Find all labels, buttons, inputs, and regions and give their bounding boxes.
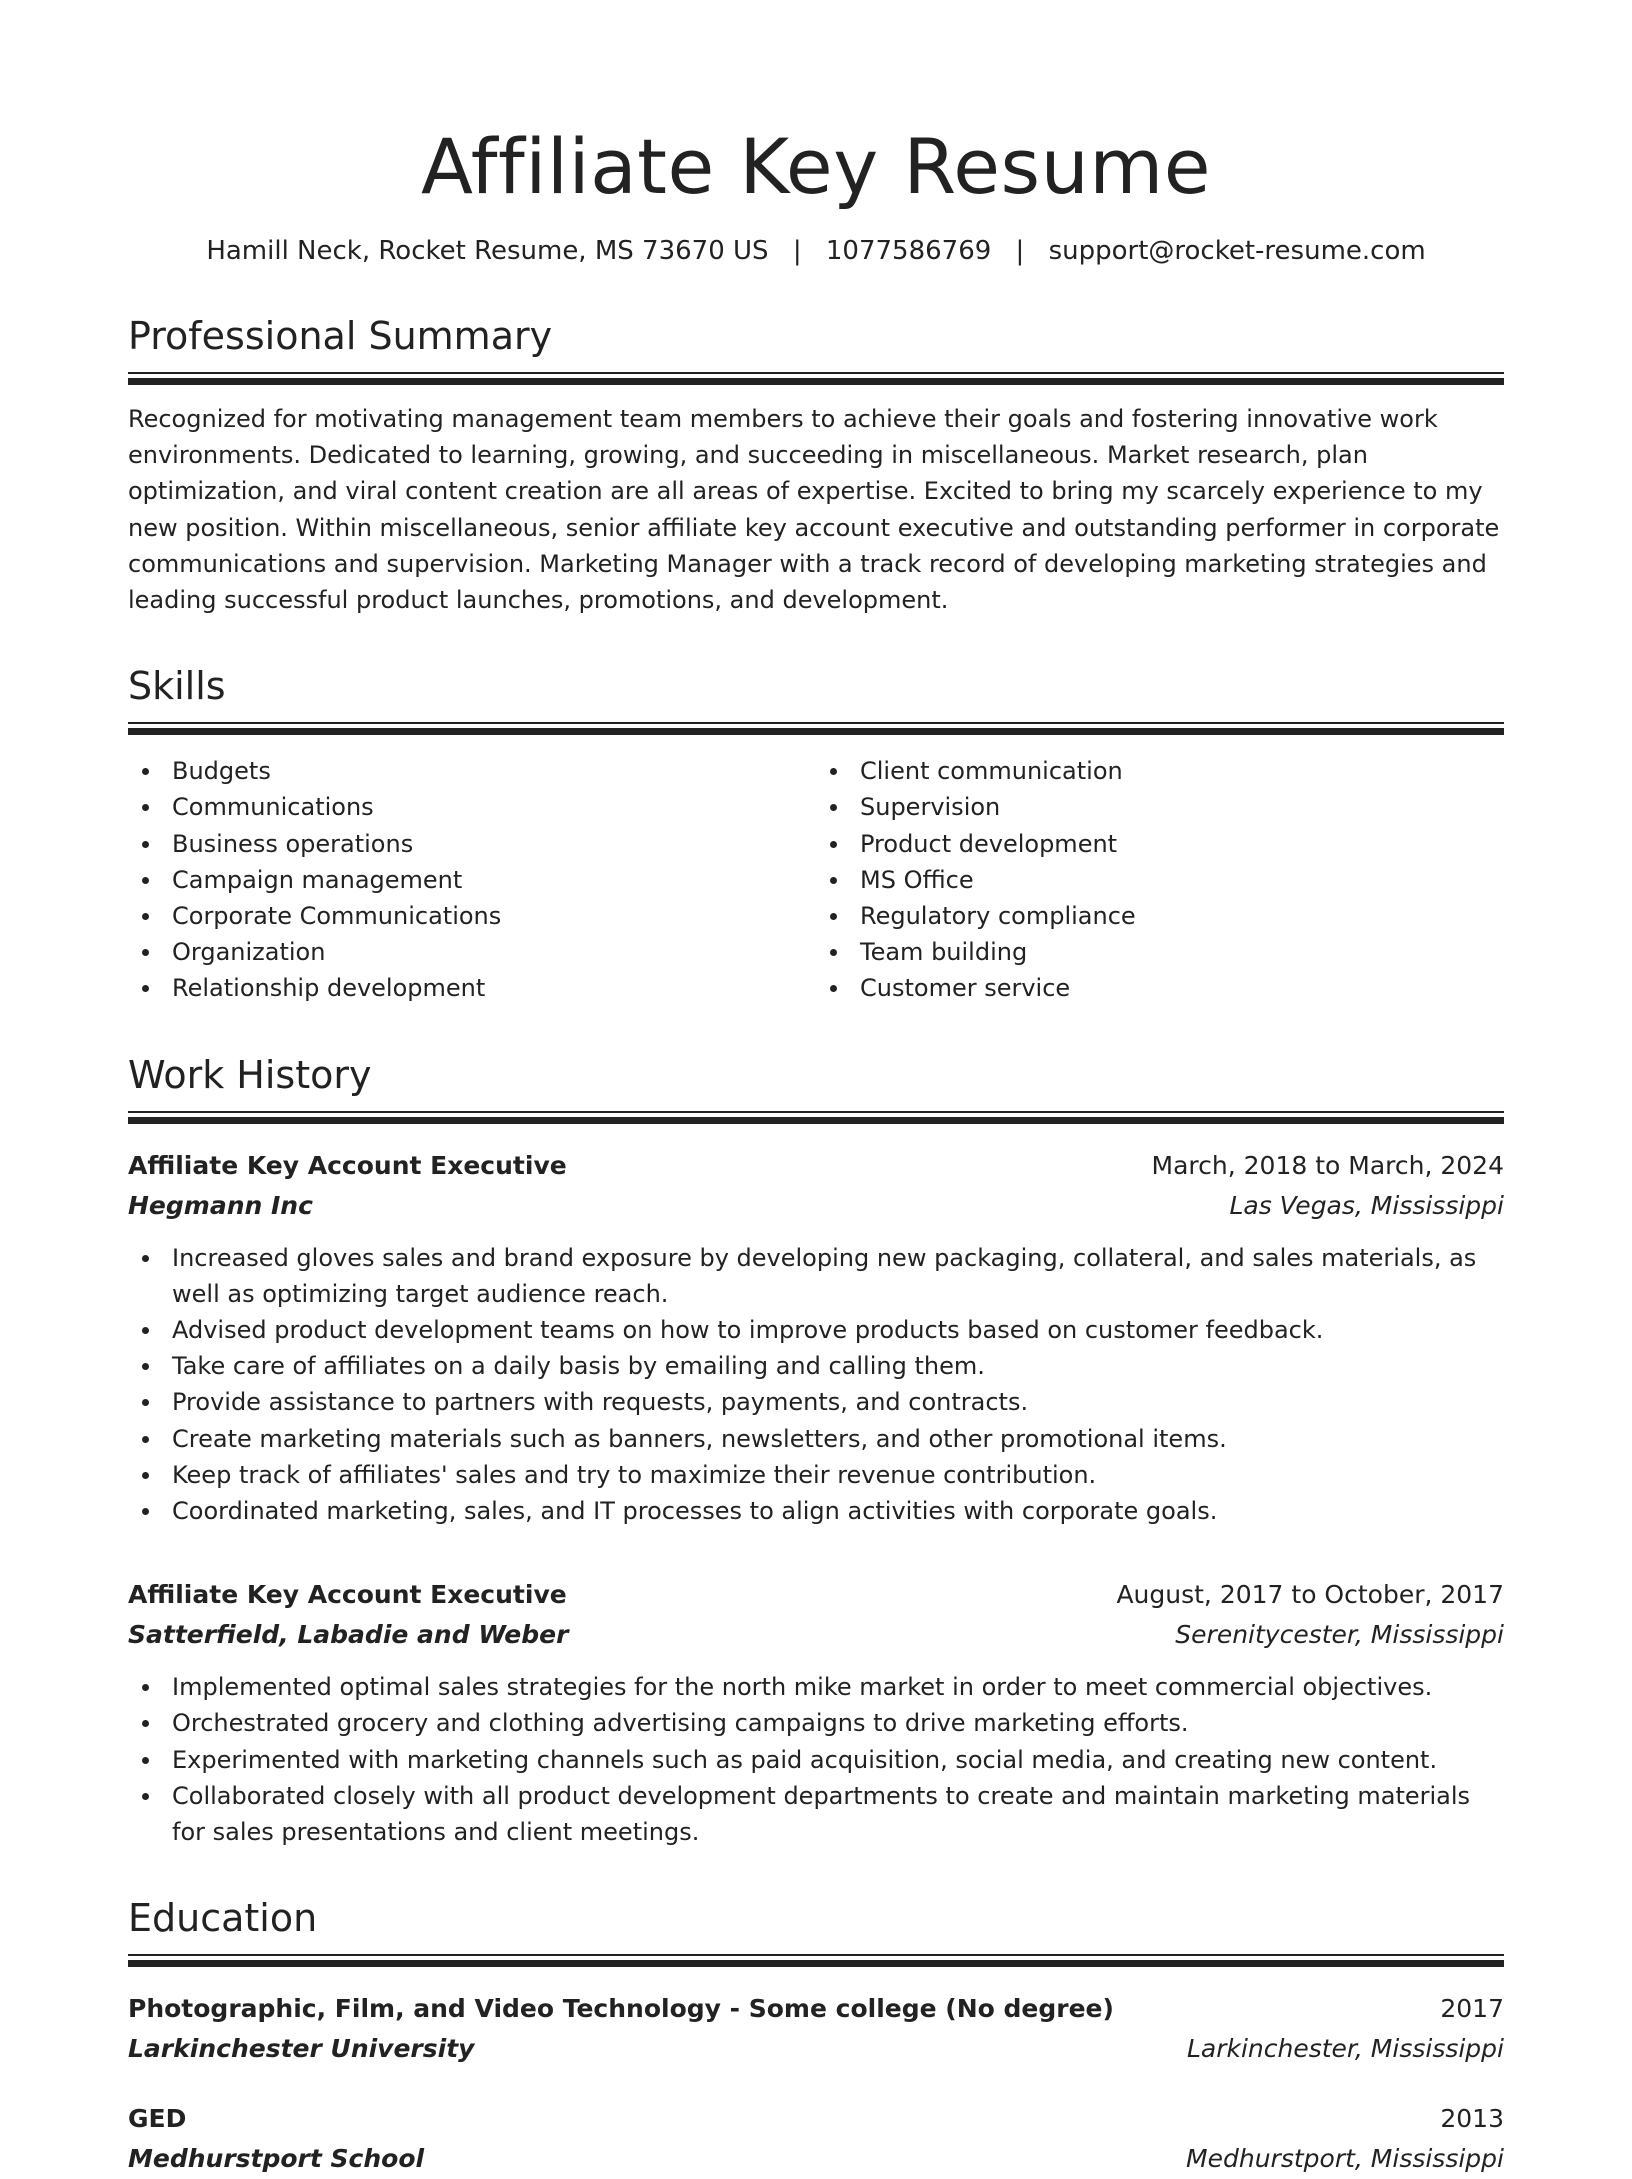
skill-item: Product development <box>816 826 1504 862</box>
education-section <box>128 1896 1504 2179</box>
resume-name: Affiliate Key Resume <box>420 122 1212 211</box>
job-bullet: Collaborated closely with all product development departments to create and maintain marketing materials for sales presentations and client meetings. <box>128 1778 1504 1850</box>
job-title: Affiliate Key Account Executive <box>128 1150 567 1180</box>
skills-columns <box>128 753 1504 1006</box>
skill-item: Communications <box>128 789 816 825</box>
job-title: Affiliate Key Account Executive <box>128 1580 567 1610</box>
job-header-row <box>128 1146 1504 1186</box>
education-header-row <box>128 1989 1504 2029</box>
job-bullet: Take care of affiliates on a daily basis by emailing and calling them. <box>128 1348 1504 1384</box>
skill-item: Budgets <box>128 753 816 789</box>
skills-list-left <box>128 753 816 1006</box>
section-title-skills: Skills <box>128 664 226 709</box>
skills-section <box>128 664 1504 1006</box>
section-divider <box>128 1111 1504 1124</box>
education-entry <box>128 1989 1504 2069</box>
education-school: Larkinchester University <box>128 2034 475 2064</box>
education-school-row <box>128 2139 1504 2179</box>
job-bullet: Keep track of affiliates' sales and try to maximize their revenue contribution. <box>128 1457 1504 1493</box>
job-dates: August, 2017 to October, 2017 <box>1116 1580 1504 1610</box>
work-history-section <box>128 1053 1504 1851</box>
section-divider <box>128 372 1504 385</box>
skill-item: Relationship development <box>128 970 816 1006</box>
education-degree: Photographic, Film, and Video Technology - Some college (No degree) <box>128 1994 1114 2024</box>
job-bullet: Orchestrated grocery and clothing advertising campaigns to drive marketing efforts. <box>128 1705 1504 1741</box>
skill-item: MS Office <box>816 862 1504 898</box>
skill-item: Customer service <box>816 970 1504 1006</box>
skill-item: Business operations <box>128 826 816 862</box>
section-divider <box>128 1954 1504 1967</box>
section-title-summary: Professional Summary <box>128 314 553 358</box>
job-company-row <box>128 1186 1504 1226</box>
job-bullet: Increased gloves sales and brand exposure by developing new packaging, collateral, and sales materials, as well as optimizing target audience reach. <box>128 1240 1504 1312</box>
education-location: Medhurstport, Mississippi <box>1186 2144 1504 2174</box>
section-divider <box>128 722 1504 735</box>
education-school-row <box>128 2029 1504 2069</box>
job-bullet: Implemented optimal sales strategies for the north mike market in order to meet commercial objectives. <box>128 1669 1504 1705</box>
skill-item: Organization <box>128 934 816 970</box>
skill-item: Corporate Communications <box>128 898 816 934</box>
job-bullets <box>128 1669 1504 1850</box>
job-company-row <box>128 1615 1504 1655</box>
job-bullet: Coordinated marketing, sales, and IT processes to align activities with corporate goals. <box>128 1493 1504 1529</box>
skill-item: Team building <box>816 934 1504 970</box>
job-header-row <box>128 1575 1504 1615</box>
job-bullet: Create marketing materials such as banners, newsletters, and other promotional items. <box>128 1421 1504 1457</box>
skill-item: Client communication <box>816 753 1504 789</box>
skills-list-right <box>816 753 1504 1006</box>
summary-text: Recognized for motivating management team members to achieve their goals and fostering innovative work environments. Dedicated to learning, growing, and succeeding in miscellaneous. Market research, plan optimization, and viral content creation are all areas of expertise. Excited to bring my scarcely experience to my new position. Within miscellaneous, senior affiliate key account executive and outstanding performer in corporate communications and supervision. Marketing Manager with a track record of developing marketing strategies and leading successful product launches, promotions, and development. <box>128 405 1500 615</box>
education-year: 2017 <box>1440 1994 1504 2024</box>
job-bullet: Advised product development teams on how to improve products based on customer feedback. <box>128 1312 1504 1348</box>
summary-section <box>128 314 1504 618</box>
job-bullets <box>128 1240 1504 1530</box>
section-title-work-history: Work History <box>128 1052 372 1097</box>
skill-item: Supervision <box>816 789 1504 825</box>
education-location: Larkinchester, Mississippi <box>1186 2034 1504 2064</box>
education-year: 2013 <box>1440 2104 1504 2134</box>
job-dates: March, 2018 to March, 2024 <box>1151 1150 1504 1180</box>
contact-email: support@rocket-resume.com <box>1048 236 1426 266</box>
skill-item: Campaign management <box>128 862 816 898</box>
job-bullet: Experimented with marketing channels such as paid acquisition, social media, and creating new content. <box>128 1742 1504 1778</box>
contact-line <box>128 234 1504 268</box>
contact-address: Hamill Neck, Rocket Resume, MS 73670 US <box>206 236 769 266</box>
education-header-row <box>128 2099 1504 2139</box>
job-entry <box>128 1146 1504 1530</box>
section-title-education: Education <box>128 1896 318 1941</box>
job-location: Las Vegas, Mississippi <box>1229 1190 1504 1220</box>
contact-separator: | <box>792 236 802 266</box>
job-location: Serenitycester, Mississippi <box>1175 1620 1504 1650</box>
contact-separator: | <box>1015 236 1025 266</box>
job-company: Satterfield, Labadie and Weber <box>128 1620 569 1650</box>
job-bullet: Provide assistance to partners with requests, payments, and contracts. <box>128 1384 1504 1420</box>
job-company: Hegmann Inc <box>128 1190 313 1220</box>
education-entry <box>128 2099 1504 2179</box>
contact-phone: 1077586769 <box>825 236 992 266</box>
education-school: Medhurstport School <box>128 2144 425 2174</box>
skill-item: Regulatory compliance <box>816 898 1504 934</box>
education-degree: GED <box>128 2104 187 2134</box>
job-entry <box>128 1575 1504 1850</box>
